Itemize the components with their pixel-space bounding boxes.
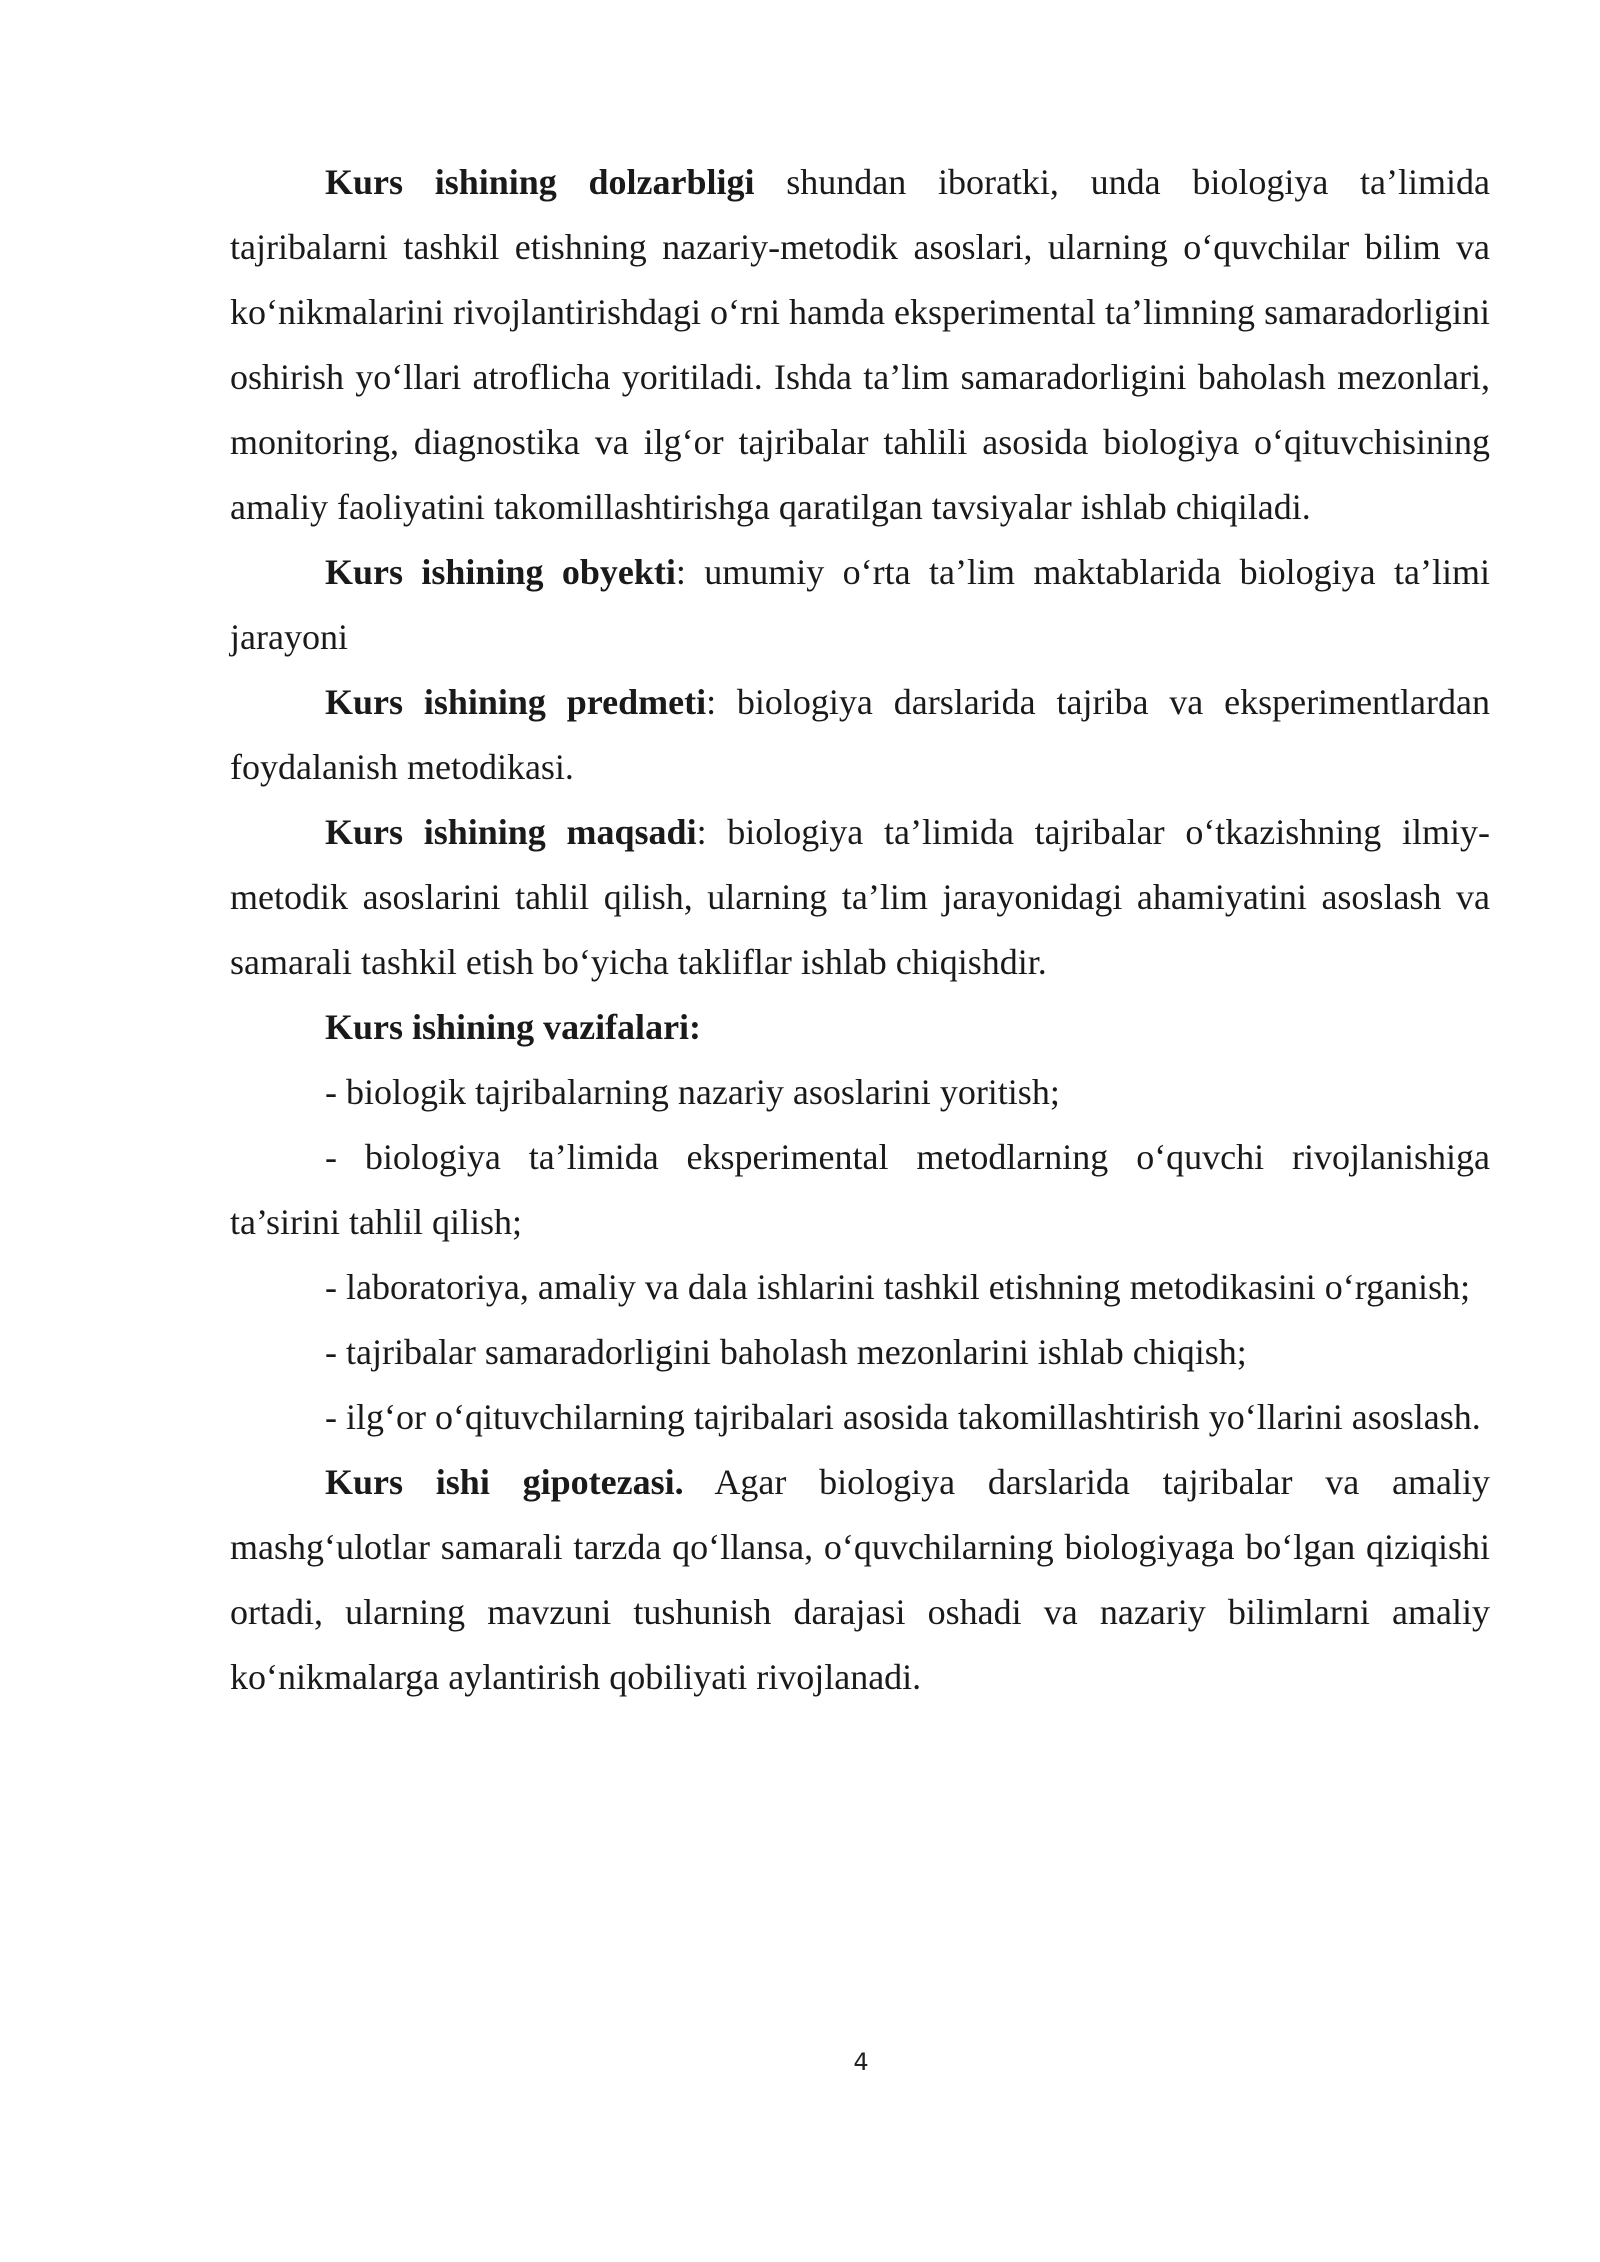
task-item: - tajribalar samaradorligini baholash mezonlarini ishlab chiqish; <box>325 1332 1247 1372</box>
subject-paragraph <box>230 670 1490 800</box>
object-text: : umumiy o‘rta ta’lim maktablarida biologiya ta’limi jarayoni <box>230 552 1490 657</box>
hypothesis-paragraph <box>230 1450 1490 1710</box>
subject-text: : biologiya darslarida tajriba va eksperimentlardan foydalanish metodikasi. <box>230 682 1490 787</box>
relevance-heading: Kurs ishining dolzarbligi <box>325 162 755 202</box>
subject-heading: Kurs ishining predmeti <box>325 682 707 722</box>
task-item: - ilg‘or o‘qituvchilarning tajribalari asosida takomillashtirish yo‘llarini asoslash. <box>325 1397 1481 1437</box>
task-item: - biologiya ta’limida eksperimental metodlarning o‘quvchi rivojlanishiga ta’sirini tahlil qilish; <box>230 1137 1490 1242</box>
hypothesis-heading: Kurs ishi gipotezasi. <box>325 1462 684 1502</box>
tasks-heading: Kurs ishining vazifalari: <box>325 1007 702 1047</box>
page-number: 4 <box>853 2048 869 2076</box>
object-heading: Kurs ishining obyekti <box>325 552 676 592</box>
task-item: - laboratoriya, amaliy va dala ishlarini tashkil etishning metodikasini o‘rganish; <box>325 1267 1471 1307</box>
document-body <box>230 150 1490 1710</box>
relevance-paragraph <box>230 150 1490 540</box>
object-paragraph <box>230 540 1490 670</box>
task-item: - biologik tajribalarning nazariy asoslarini yoritish; <box>325 1072 1060 1112</box>
relevance-text: shundan iboratki, unda biologiya ta’limida tajribalarni tashkil etishning nazariy-metodik asoslari, ularning o‘quvchilar bilim va ko‘nikmalarini rivojlantirishdagi o‘rni hamda eksperimental ta’limning samaradorligini oshirish yo‘llari atroflicha yoritiladi. Ishda ta’lim samaradorligini baholash mezonlari, monitoring, diagnostika va ilg‘or tajribalar tahlili asosida biologiya o‘qituvchisining amaliy faoliyatini takomillashtirishga qaratilgan tavsiyalar ishlab chiqiladi. <box>230 162 1490 527</box>
hypothesis-text: Agar biologiya darslarida tajribalar va amaliy mashg‘ulotlar samarali tarzda qo‘llansa, o‘quvchilarning biologiyaga bo‘lgan qiziqishi ortadi, ularning mavzuni tushunish darajasi oshadi va nazariy bilimlarni amaliy ko‘nikmalarga aylantirish qobiliyati rivojlanadi. <box>230 1462 1491 1697</box>
goal-heading: Kurs ishining maqsadi <box>325 812 697 852</box>
goal-paragraph <box>230 800 1490 995</box>
tasks-heading-paragraph <box>230 995 1490 1060</box>
goal-text: : biologiya ta’limida tajribalar o‘tkazishning ilmiy-metodik asoslarini tahlil qilish, ularning ta’lim jarayonidagi ahamiyatini asoslash va samarali tashkil etish bo‘yicha takliflar ishlab chiqishdir. <box>230 812 1490 982</box>
